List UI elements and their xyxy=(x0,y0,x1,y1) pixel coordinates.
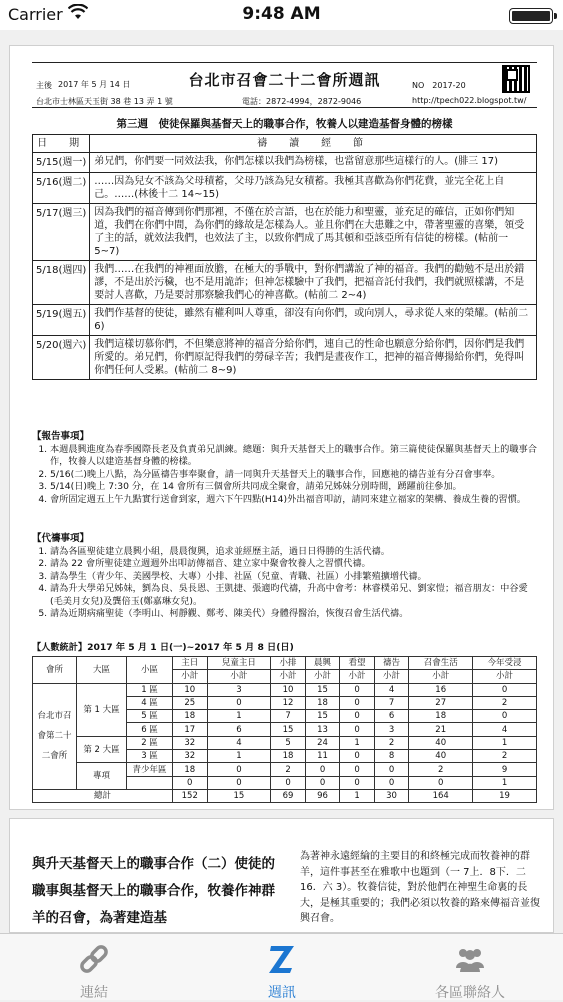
col-children: 兒童主日 xyxy=(207,657,271,670)
tab-district-contacts[interactable] xyxy=(376,934,563,1001)
total-cell: 152 xyxy=(173,789,208,802)
cell: 11 xyxy=(305,750,340,763)
row-label: 4 區 xyxy=(127,696,173,709)
row-label: 2 區 xyxy=(127,736,173,749)
cell: 0 xyxy=(305,763,340,776)
total-cell: 30 xyxy=(374,789,409,802)
cell: 15 xyxy=(271,723,306,736)
devotion-date: 5/17(週三) xyxy=(33,204,90,261)
devotion-date: 5/19(週五) xyxy=(33,305,90,336)
cell: 3 xyxy=(207,683,271,696)
table-row xyxy=(33,763,537,776)
devotion-text: 因為我們的福音傳到你們那裡，不僅在於言語，也在於能力和聖靈，並充足的確信，正如你們知道，我們在你們中間，為你們的緣故是怎樣為人。並且你們在大患難之中，帶著聖靈的喜樂，領受了主的話，就效法我們，也效法了主，以致你們成了馬其頓和亞該亞所有信徒的榜樣。(帖前一 5~7) xyxy=(90,204,537,261)
table-row xyxy=(33,683,537,696)
devotion-text: 我們作基督的使徒，雖然有權利叫人尊重，卻沒有向你們，或向別人，尋求從人來的榮耀。(帖前二 6) xyxy=(90,305,537,336)
district-1: 第 1 大區 xyxy=(77,683,127,736)
report-section xyxy=(32,431,540,506)
cell: 32 xyxy=(173,750,208,763)
row-label: 6 區 xyxy=(127,723,173,736)
col-morning-revival: 晨興 xyxy=(305,657,340,670)
tab-links[interactable] xyxy=(0,934,188,1001)
prayer-item: 4. 請為升大學弟兄姊妹，劉為良、吳長恩、王凱捷、張適昀代禱，升高中會考：林睿樸弟兄、劉家愷；福音朋友：中谷愛(毛美月女兒)及龔倍玉(鄭嘉琳女兒)。 xyxy=(50,583,540,608)
issue-number: NO 2017-20 xyxy=(412,81,466,90)
cell: 1 xyxy=(473,776,537,789)
prayer-title: 【代禱事項】 xyxy=(32,533,90,544)
cell: 15 xyxy=(305,710,340,723)
total-cell: 1 xyxy=(340,789,375,802)
prayer-item: 3. 請為學生（青少年、美國學校、大專）小排、社區（兒童、青職、社區）小排繁殖擴增代禱。 xyxy=(50,571,540,584)
cell: 0 xyxy=(340,683,375,696)
subtotal-label: 小計 xyxy=(409,670,473,683)
devotion-row xyxy=(33,173,537,204)
cell: 0 xyxy=(473,710,537,723)
devotion-row xyxy=(33,153,537,173)
tab-label: 各區聯絡人 xyxy=(435,985,505,1001)
devotion-row xyxy=(33,204,537,261)
col-group: 小排 xyxy=(271,657,306,670)
cell: 32 xyxy=(173,736,208,749)
report-item: 2. 5/16(二)晚上八點，為分區禱告事奉聚會，請一同與升天基督天上的職事合作，回應祂的禱告並有分召會事奉。 xyxy=(50,469,540,482)
total-cell: 69 xyxy=(271,789,306,802)
issue-date: 2017 年 5 月 14 日 xyxy=(58,80,131,89)
cell: 0 xyxy=(173,776,208,789)
devotion-row xyxy=(33,261,537,305)
attendance-table xyxy=(32,656,537,803)
report-item: 3. 5/14(日)晚上 7:30 分，在 14 會所有三個會所共同成全聚會，請弟兄姊妹分別時間，踴躍前往參加。 xyxy=(50,481,540,494)
cell: 1 xyxy=(207,750,271,763)
group-icon xyxy=(454,944,486,974)
cell: 0 xyxy=(305,776,340,789)
prayer-item: 1. 請為各區聖徒建立晨興小組，晨晨復興，追求並經歷主話，過日日得勝的生活代禱。 xyxy=(50,546,540,559)
cell: 18 xyxy=(271,750,306,763)
col-district: 大區 xyxy=(77,657,127,684)
cell: 40 xyxy=(409,736,473,749)
cell: 1 xyxy=(207,710,271,723)
row-label: 3 區 xyxy=(127,750,173,763)
col-hall: 會所 xyxy=(33,657,77,684)
cell: 1 xyxy=(340,736,375,749)
cell: 5 xyxy=(271,736,306,749)
total-label: 總計 xyxy=(33,789,173,802)
cell: 0 xyxy=(271,776,306,789)
report-title: 【報告事項】 xyxy=(32,431,90,442)
cell: 0 xyxy=(340,776,375,789)
cell: 21 xyxy=(409,723,473,736)
cell: 2 xyxy=(409,763,473,776)
row-label: 5 區 xyxy=(127,710,173,723)
col-baptized: 今年受浸 xyxy=(473,657,537,670)
subtotal-label: 小計 xyxy=(340,670,375,683)
cell: 24 xyxy=(305,736,340,749)
prayer-item: 2. 請為 22 會所聖徒建立週週外出叩訪傳福音、建立家中聚會牧養人之習慣代禱。 xyxy=(50,558,540,571)
cell: 18 xyxy=(409,710,473,723)
subtotal-label: 小計 xyxy=(173,670,208,683)
tab-label: 週訊 xyxy=(268,985,296,1001)
tab-weekly-news[interactable] xyxy=(188,934,376,1001)
cell: 15 xyxy=(305,683,340,696)
page2-heading: 與升天基督天上的職事合作（二）使徒的職事與基督天上的職事合作，牧養作神群羊的召會，為著建造基 xyxy=(32,856,275,926)
col-church-life: 召會生活 xyxy=(409,657,473,670)
subtotal-label: 小計 xyxy=(207,670,271,683)
total-row xyxy=(33,789,537,802)
cell: 0 xyxy=(340,723,375,736)
cell: 18 xyxy=(173,710,208,723)
cell: 2 xyxy=(473,696,537,709)
total-cell: 19 xyxy=(473,789,537,802)
prayer-item: 5. 請為近期病痛聖徒（李明山、柯靜觀、鄭考、陳美代）身體得醫治，恢復召會生活代禱。 xyxy=(50,608,540,621)
carrier-label: Carrier xyxy=(8,5,63,24)
bulletin-title: 台北市召會二十二會所週訊 xyxy=(188,71,381,89)
bulletin-header xyxy=(32,62,537,108)
verse-header: 禱 讀 經 節 xyxy=(90,135,537,153)
cell: 17 xyxy=(173,723,208,736)
row-label: 1 區 xyxy=(127,683,173,696)
table-row xyxy=(33,736,537,749)
report-item: 1. 本週晨興進度為春季國際長老及負責弟兄訓練。總題：與升天基督天上的職事合作。第三篇使徒保羅與基督天上的職事合作，牧養人以建造基督身體的榜樣。 xyxy=(50,444,540,469)
cell: 0 xyxy=(207,776,271,789)
cell: 0 xyxy=(340,710,375,723)
cell: 12 xyxy=(271,696,306,709)
cell: 9 xyxy=(473,763,537,776)
devotion-date: 5/15(週一) xyxy=(33,153,90,173)
prayer-section xyxy=(32,533,540,621)
devotion-date: 5/16(週二) xyxy=(33,173,90,204)
cell: 0 xyxy=(340,763,375,776)
cell: 3 xyxy=(374,723,409,736)
cell: 7 xyxy=(271,710,306,723)
clock: 9:48 AM xyxy=(242,4,321,24)
bulletin-page-2[interactable] xyxy=(9,818,554,933)
report-item: 4. 會所固定週五上午九點實行送會到家，週六下午四點(H14)外出福音叩訪，請同來建立福家的架構、養成生養的習慣。 xyxy=(50,494,540,507)
cell: 2 xyxy=(374,736,409,749)
devotion-row xyxy=(33,305,537,336)
cell: 27 xyxy=(409,696,473,709)
weekly-theme: 第三週 使徒保羅與基督天上的職事合作，牧養人以建造基督身體的榜樣 xyxy=(116,118,453,130)
cell: 18 xyxy=(173,763,208,776)
subtotal-label: 小計 xyxy=(473,670,537,683)
devotion-text: 弟兄們，你們要一同效法我，你們怎樣以我們為榜樣，也當留意那些這樣行的人。(腓三 17) xyxy=(90,153,537,173)
cell: 10 xyxy=(173,683,208,696)
devotion-date: 5/20(週六) xyxy=(33,336,90,380)
col-prayer: 禱告 xyxy=(374,657,409,670)
cell: 0 xyxy=(374,776,409,789)
bulletin-page[interactable] xyxy=(9,45,554,810)
cell: 13 xyxy=(305,723,340,736)
cell: 0 xyxy=(374,763,409,776)
cell: 6 xyxy=(207,723,271,736)
status-bar xyxy=(0,0,563,30)
cell: 2 xyxy=(271,763,306,776)
link-icon xyxy=(78,944,110,974)
cell: 0 xyxy=(473,683,537,696)
special-group: 專項 xyxy=(77,763,127,790)
blog-url: http://tpech022.blogspot.tw/ xyxy=(412,96,527,105)
devotion-table xyxy=(32,134,537,380)
cell: 4 xyxy=(473,723,537,736)
cell: 0 xyxy=(207,696,271,709)
cell: 18 xyxy=(305,696,340,709)
cell: 2 xyxy=(473,750,537,763)
col-subdistrict: 小區 xyxy=(127,657,173,684)
cell: 8 xyxy=(374,750,409,763)
cell: 16 xyxy=(409,683,473,696)
cell: 0 xyxy=(340,696,375,709)
editor-label: 主後 xyxy=(36,81,52,90)
cell: 25 xyxy=(173,696,208,709)
district-2: 第 2 大區 xyxy=(77,736,127,763)
total-cell: 96 xyxy=(305,789,340,802)
devotion-date: 5/18(週四) xyxy=(33,261,90,305)
phone: 電話：2872-4994，2872-9046 xyxy=(242,97,362,106)
cell: 40 xyxy=(409,750,473,763)
subtotal-label: 小計 xyxy=(271,670,306,683)
col-lords-day: 主日 xyxy=(173,657,208,670)
cell: 7 xyxy=(374,696,409,709)
subtotal-label: 小計 xyxy=(305,670,340,683)
cell: 0 xyxy=(409,776,473,789)
hall-name: 台北市召會第二十二會所 xyxy=(33,683,77,789)
cell: 4 xyxy=(374,683,409,696)
z-logo-icon xyxy=(266,944,298,974)
devotion-text: ……因為兒女不該為父母積蓄，父母乃該為兒女積蓄。我極其喜歡為你們花費，並完全花上自己。……(林後十二 14~15) xyxy=(90,173,537,204)
total-cell: 164 xyxy=(409,789,473,802)
tab-label: 連結 xyxy=(80,985,108,1001)
subtotal-label: 小計 xyxy=(374,670,409,683)
tab-bar xyxy=(0,933,563,1000)
devotion-text: 我們……在我們的神裡面放膽，在極大的爭戰中，對你們講說了神的福音。我們的勸勉不是出於錯謬，不是出於污穢，也不是用詭詐；但神怎樣驗中了我們，把福音託付我們，我們就照樣講，不是要討人喜歡，乃是要討那察驗我們心的神喜歡。(帖前二 2~4) xyxy=(90,261,537,305)
row-label xyxy=(127,776,173,789)
cell: 10 xyxy=(271,683,306,696)
battery-icon xyxy=(509,8,553,24)
cell: 6 xyxy=(374,710,409,723)
total-cell: 15 xyxy=(207,789,271,802)
cell: 1 xyxy=(473,736,537,749)
devotion-text: 我們這樣切慕你們，不但樂意將神的福音分給你們，連自己的性命也願意分給你們，因你們是我們所愛的。弟兄們，你們原記得我們的勞碌辛苦；我們是晝夜作工，把神的福音傳揚給你們，免得叫你們任何人受累。(帖前二 8~9) xyxy=(90,336,537,380)
page2-body: 為著神永遠經綸的主要目的和終極完成而牧養神的群羊，這件事甚至在雅歌中也題到（一 7上．8下．二 16．六 3）。牧養信徒，對於他們在神聖生命裏的長大，是極其重要的；我們必須以牧養的路來傳福音並復興召會。 xyxy=(300,851,540,924)
qr-code-icon xyxy=(502,65,530,93)
address: 台北市士林區天玉街 38 巷 13 弄 1 號 xyxy=(36,97,173,106)
date-header: 日 期 xyxy=(33,135,90,153)
cell: 0 xyxy=(207,763,271,776)
col-visit: 看望 xyxy=(340,657,375,670)
cell: 4 xyxy=(207,736,271,749)
stats-title: 【人數統計】2017 年 5 月 1 日(一)~2017 年 5 月 8 日(日) xyxy=(32,642,294,653)
cell: 0 xyxy=(340,750,375,763)
devotion-row xyxy=(33,336,537,380)
row-label: 青少年區 xyxy=(127,763,173,776)
